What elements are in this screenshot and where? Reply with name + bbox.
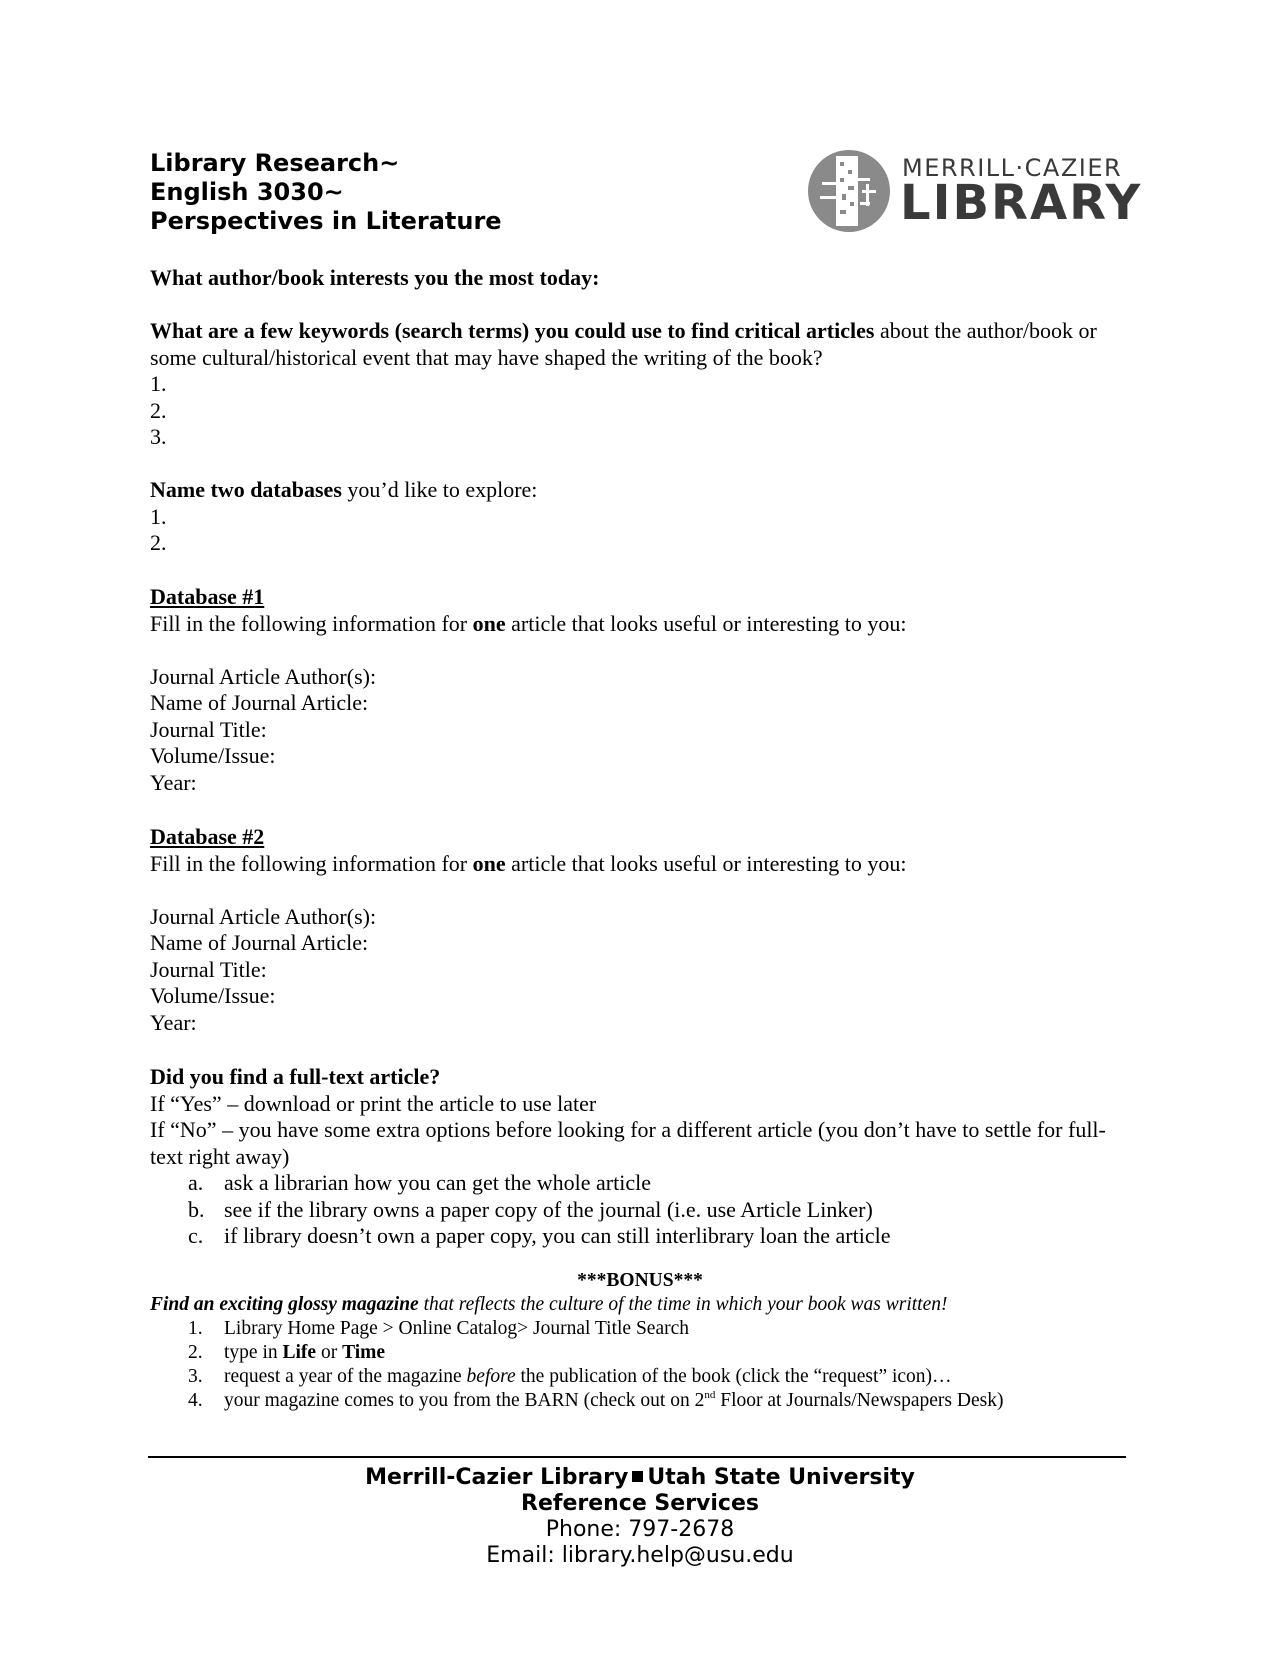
list-item [150,1170,1130,1197]
database-1-heading: Database #1 [150,584,265,609]
logo-wordmark-top: MERRILL·CAZIER [902,154,1123,182]
database-1-intro-pre: Fill in the following information for [150,610,473,636]
logo-wordmark-bottom: LIBRARY [900,175,1143,231]
database-1-field-author: Journal Article Author(s): [150,663,377,689]
list-item [150,1197,1130,1224]
database-1-field-article: Name of Journal Article: [150,690,369,715]
list-item-text: see if the library owns a paper copy of the journal (i.e. use Article Linker) [224,1196,873,1222]
question-keywords-rest: about the author/book or some cultural/historical event that may have shaped the writing of the book? [150,318,1097,370]
footer-email: Email: library.help@usu.edu [486,1543,794,1568]
list-item [150,1341,1130,1365]
database-2-field-journal: Journal Title: [150,956,267,982]
database-2-intro-pre: Fill in the following information for [150,850,473,876]
question-databases-bold: Name two databases [150,477,342,502]
footer-dept: Reference Services [521,1491,759,1516]
database-1-field-journal: Journal Title: [150,716,267,742]
document-title [150,149,502,236]
list-marker: 1. [188,1318,203,1339]
question-author-text: What author/book interests you the most today: [150,265,600,290]
question-databases-rest: you’d like to explore: [341,477,538,502]
step-2-time: Time [342,1342,386,1363]
step-2-mid: or [316,1342,343,1363]
step-3-em: before [466,1366,516,1387]
full-text-options [150,1170,1130,1250]
database-line-1: 1. [150,503,167,529]
database-2-intro-bold: one [472,850,506,876]
bonus-section [150,1269,1130,1413]
footer-phone: Phone: 797-2678 [545,1517,735,1542]
database-2-field-volume: Volume/Issue: [150,983,276,1008]
list-marker: a. [188,1170,204,1195]
step-3-post: the publication of the book (click the “request” icon)… [515,1366,952,1387]
step-4-pre: your magazine comes to you from the BARN (check out on 2 [224,1390,705,1411]
step-3-pre: request a year of the magazine [224,1366,467,1387]
step-2-life: Life [282,1342,317,1363]
bonus-lead-rest: that reflects the culture of the time in which your book was written! [418,1294,948,1315]
list-marker: 2. [188,1342,203,1363]
keyword-line-3: 3. [150,424,167,449]
full-text-yes: If “Yes” – download or print the article to use later [150,1090,597,1116]
list-item [150,1317,1130,1341]
question-databases [150,477,1130,557]
question-keywords-text [150,318,1130,371]
database-2-section [150,824,1130,1036]
list-item-text: ask a librarian how you can get the whole article [224,1170,652,1195]
bonus-lead-bold: Find an exciting glossy magazine [150,1294,419,1315]
database-1-intro-bold: one [472,610,506,636]
title-line-1: Library Research~ [150,149,400,177]
library-logo-icon [806,148,892,234]
question-databases-text [150,477,1130,504]
database-2-intro [150,851,1130,878]
list-item [150,1365,1130,1389]
footer-org-right: Utah State University [647,1465,915,1490]
full-text-heading: Did you find a full-text article? [150,1064,441,1089]
database-1-field-volume: Volume/Issue: [150,743,276,768]
list-marker: 4. [188,1390,203,1411]
database-2-field-year: Year: [150,1009,197,1035]
database-1-intro [150,611,1130,638]
list-item [150,1389,1130,1413]
bonus-steps [150,1317,1130,1413]
question-author [150,265,1130,292]
database-line-2: 2. [150,530,167,555]
full-text-no: If “No” – you have some extra options before looking for a different article (you don’t have to settle for full-text right away) [150,1117,1106,1169]
title-line-2: English 3030~ [150,178,344,206]
database-2-field-article: Name of Journal Article: [150,930,369,955]
list-item-text: if library doesn’t own a paper copy, you can still interlibrary loan the article [224,1223,891,1248]
database-1-intro-post: article that looks useful or interesting to you: [505,610,907,636]
list-item [150,1223,1130,1250]
step-2-pre: type in [224,1342,283,1363]
bonus-heading: ***BONUS*** [577,1270,703,1291]
full-text-section [150,1064,1130,1250]
list-marker: 3. [188,1366,203,1387]
database-2-heading: Database #2 [150,824,265,849]
title-line-3: Perspectives in Literature [150,207,502,235]
keyword-line-1: 1. [150,371,167,396]
footer-divider [148,1456,1126,1458]
database-1-section [150,584,1130,796]
question-keywords [150,318,1130,451]
footer-org-left: Merrill-Cazier Library [365,1465,629,1490]
list-item-text: Library Home Page > Online Catalog> Journal Title Search [224,1318,689,1339]
footer-org [0,1465,1280,1491]
database-1-field-year: Year: [150,769,197,795]
step-4-sup: nd [704,1389,716,1401]
database-2-field-author: Journal Article Author(s): [150,903,377,929]
list-marker: c. [188,1223,204,1248]
question-keywords-bold: What are a few keywords (search terms) you could use to find critical articles [150,318,875,343]
square-bullet-icon [632,1471,643,1482]
database-2-intro-post: article that looks useful or interesting to you: [505,850,907,876]
keyword-line-2: 2. [150,397,167,423]
list-marker: b. [188,1196,205,1222]
step-4-post: Floor at Journals/Newspapers Desk) [715,1390,1004,1411]
bonus-lead [150,1293,1130,1317]
footer [0,1465,1280,1569]
library-logo [806,148,1143,234]
